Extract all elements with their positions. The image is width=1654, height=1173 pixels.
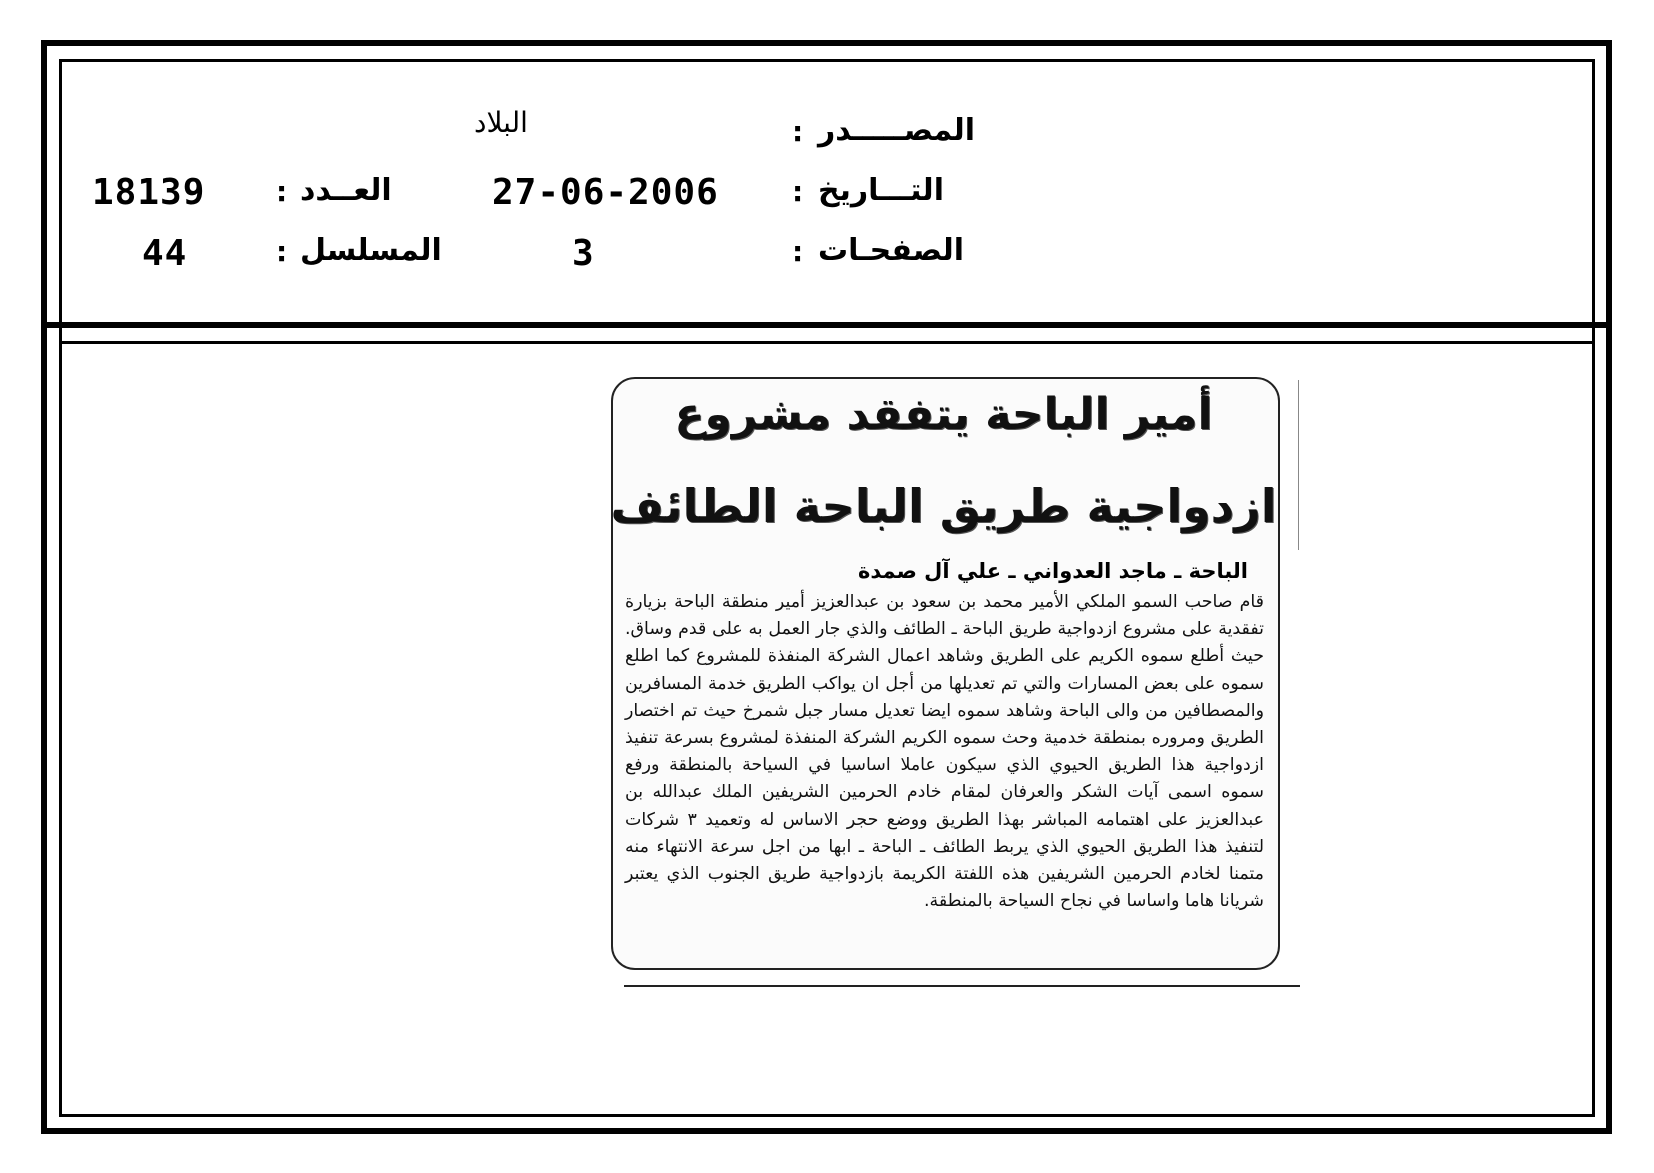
column-rule bbox=[1298, 380, 1299, 550]
article-byline: الباحة ـ ماجد العدواني ـ علي آل صمدة bbox=[857, 559, 1248, 583]
source-value: البلاد bbox=[474, 106, 528, 139]
date-colon: : bbox=[792, 175, 804, 208]
issue-label: العــدد bbox=[300, 173, 392, 208]
pages-colon: : bbox=[792, 235, 804, 268]
serial-label: المسلسل bbox=[300, 233, 442, 268]
clipping-bottom-rule bbox=[624, 985, 1300, 987]
header-divider-inner bbox=[59, 341, 1595, 344]
article-headline-line2: ازدواجية طريق الباحة الطائف bbox=[610, 479, 1277, 533]
header-divider bbox=[41, 322, 1612, 328]
article-body: قام صاحب السمو الملكي الأمير محمد بن سعود بن عبدالعزيز أمير منطقة الباحة بزيارة تفقدية على مشروع ازدواجية طريق الباحة ـ الطائف والذي جار العمل به على قدم وساق. حيث أطلع سموه الكريم على الطريق وشاهد اعمال الشركة المنفذة للمشروع كما اطلع سموه على بعض المسارات والتي تم تعديلها من أجل ان يواكب الطريق خدمة المسافرين والمصطافين من والى الباحة وشاهد سموه ايضا تعديل مسار جبل شمرخ حيث تم اختصار الطريق ومروره بمنطقة خدمية وحث سموه الكريم الشركة المنفذة لمشروع بسرعة تنفيذ ازدواجية هذا الطريق الحيوي الذي سيكون عاملا اساسيا في السياحة بالمنطقة ورفع سموه اسمى آيات الشكر والعرفان لمقام خادم الحرمين الشريفين الملك عبدالله بن عبدالعزيز على اهتمامه المباشر بهذا الطريق ووضع حجر الاساس له وتعميد ٣ شركات لتنفيذ هذا الطريق الحيوي الذي يربط الطائف ـ الباحة ـ ابها من اجل سرعة الانتهاء منه متمنا لخادم الحرمين الشريفين هذه اللفتة الكريمة بازدواجية طريق الجنوب الذي يعتبر شريانا هاما واساسا في نجاح السياحة بالمنطقة. bbox=[625, 592, 1264, 912]
article-headline-line1: أمير الباحة يتفقد مشروع bbox=[674, 389, 1213, 440]
source-colon: : bbox=[792, 115, 804, 148]
issue-colon: : bbox=[276, 175, 288, 208]
source-label: المصـــــدر bbox=[818, 113, 976, 148]
pages-value: 3 bbox=[572, 233, 595, 274]
serial-colon: : bbox=[276, 235, 288, 268]
date-value: 27-06-2006 bbox=[492, 172, 719, 213]
pages-label: الصفحـات bbox=[818, 233, 964, 268]
date-label: التـــاريخ bbox=[818, 173, 944, 208]
issue-value: 18139 bbox=[92, 172, 206, 213]
newspaper-clipping bbox=[611, 377, 1280, 970]
serial-value: 44 bbox=[142, 233, 188, 274]
